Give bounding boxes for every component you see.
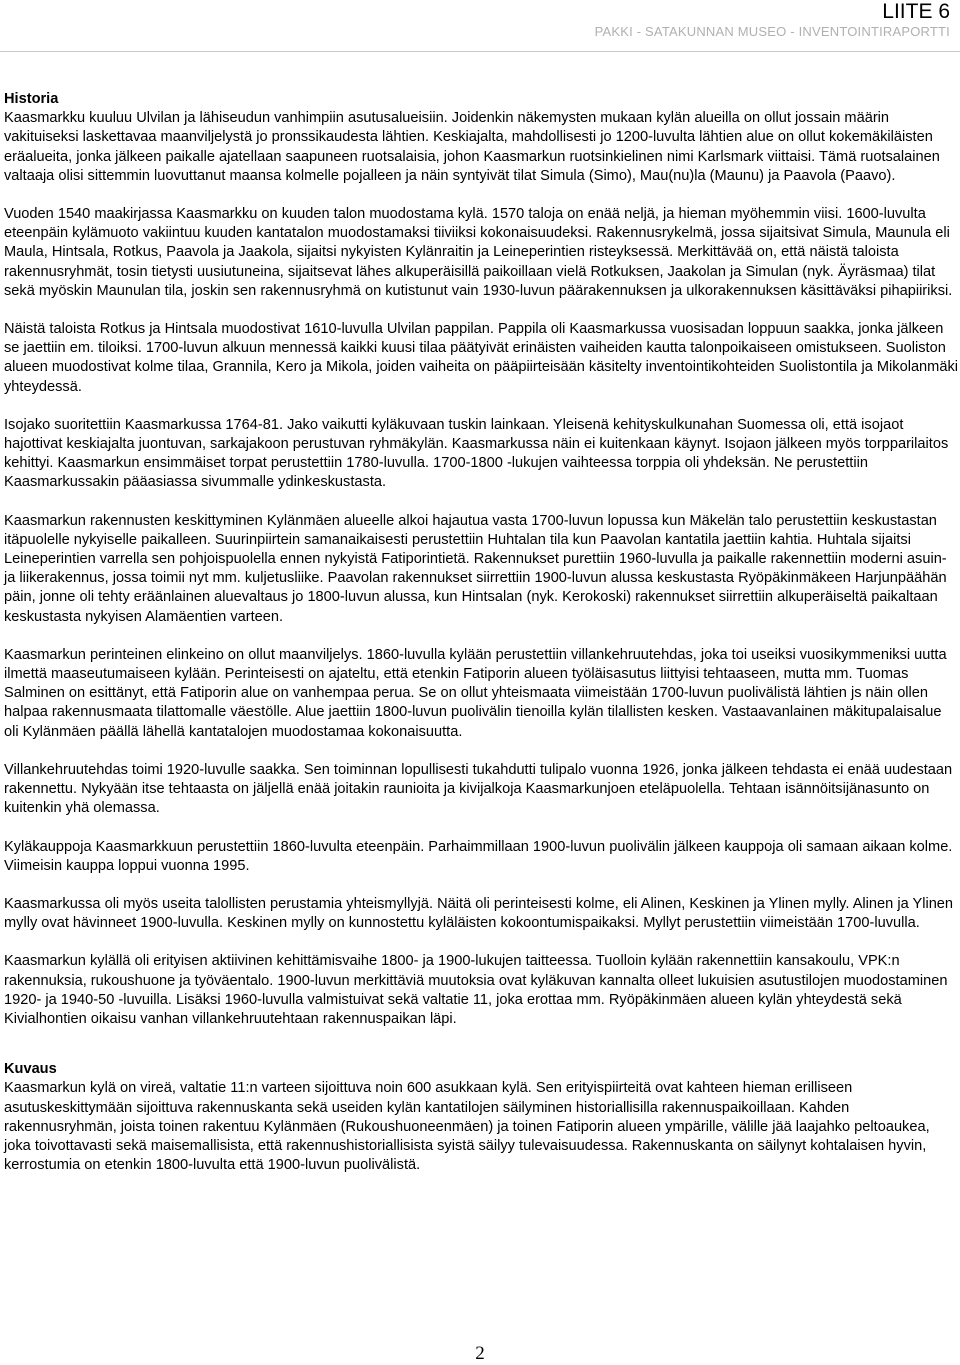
report-subtitle: PAKKI - SATAKUNNAN MUSEO - INVENTOINTIRAPORTTI — [594, 24, 950, 39]
page-header — [595, 0, 950, 40]
historia-paragraph: Isojako suoritettiin Kaasmarkussa 1764-81. Jako vaikutti kyläkuvaan tuskin lainkaan. Yleisenä kehityskulkunahan Suomessa oli, että isojaot hajottivat keskiajalta juontuvan, sarkajakoon perustuvan ryhmäkylän. Kaasmarkussa näin ei kuitenkaan käynyt. Isojaon jälkeen myös torpparilaitos kehittyi. Kaasmarkun ensimmäiset torpat perustettiin 1780-luvulla. 1700-1800 -lukujen vaihteessa torppia oli yhdeksän. Ne perustettiin Kaasmarkussakin pääasiassa sivummalle ydinkeskustasta. — [4, 416, 949, 491]
historia-paragraph: Kaasmarkun perinteinen elinkeino on ollut maanviljelys. 1860-luvulla kylään perustettiin villankehruutehdas, joka toi useiksi vuosikymmeniksi uutta ilmettä maaseutumaiseen kylään. Perinteisesti on ajateltu, että etenkin Fatiporin alueen työläisasutus liittyisi tehtaaseen, mutta mm. Tuomas Salminen on esittänyt, että Fatiporin alue on vanhempaa perua. Se on ollut yhteismaata viimeistään 1700-luvun puolivälistä lähtien js näin ollen halpaa rakennusmaata tilattomalle väestölle. Alue jaettiin 1800-luvun puolivälin tienoilla kylän tilallisten kesken. Vastaavanlainen mäkitupalaisalue oli Kylänmäen päällä lähellä kantatalojen muodostamaa kokonaisuutta. — [4, 646, 947, 740]
appendix-label: LIITE 6 — [882, 0, 950, 23]
header-divider — [0, 51, 960, 52]
kuvaus-paragraph: Kaasmarkun kylä on vireä, valtatie 11:n varteen sijoittuva noin 600 asukkaan kylä. Sen erityispiirteitä ovat kahteen hieman erilliseen asutuskeskittymään sijoittuva rakennuskanta sekä useiden kylän kantatilojen säilyminen historiallisilla rakennuspaikoillaan. Kahden rakennusryhmän, joista toinen rakentuu Kylänmäen (Rukoushuoneenmäen) ja toinen Fatiporin alueen ympärille, välille jää laajahko peltoaukea, joka toivottavasti sekä maisemallisista, että rakennushistoriallisista syistä säilyy tulevaisuudessa. Rakennuskanta on säilynyt kohtalaisen hyvin, kerrostumia on etenkin 1800-luvulta että 1900-luvun puolivälistä. — [4, 1080, 930, 1174]
historia-paragraph: Kaasmarkussa oli myös useita talollisten perustamia yhteismyllyjä. Näitä oli perinteisesti kolme, eli Alinen, Keskinen ja Ylinen mylly. Alinen ja Ylinen mylly ovat hävinneet 1900-luvulla. Keskinen mylly on kunnostettu kyläläisten kokoontumispaikaksi. Myllyt perustettiin viimeistään 1700-luvulla. — [4, 895, 954, 932]
historia-paragraph: Näistä taloista Rotkus ja Hintsala muodostivat 1610-luvulla Ulvilan pappilan. Pappila oli Kaasmarkussa vuosisadan loppuun saakka, jonka jälkeen se jaettiin em. tiloiksi. 1700-luvun alkuun mennessä kaikki kuusi tilaa päätyivät erinäisten vaiheiden kautta talonpoikaiseen omistukseen. Suoliston alueen muodostivat kolme tilaa, Grannila, Kero ja Mikola, joiden vaiheita on pääpiirteisään käsitelty inventointikohteiden Suolistontila ja Mikolanmäki yhteydessä. — [4, 321, 958, 395]
historia-section — [4, 90, 959, 1029]
historia-paragraph: Kaasmarkku kuuluu Ulvilan ja lähiseudun vanhimpiin asutusalueisiin. Joidenkin näkemysten mukaan kylän alueilla on ollut jossain määrin vakituiseksi laskettavaa maanviljelystä jo pronssikaudesta lähtien. Keskiajalta, mahdollisesti jo 1200-luvulta lähtien alue on ollut kokemäkiläisten eräalueita, jonka jälkeen paikalle ajatellaan saapuneen ruotsalaisia, johon Kaasmarkun ruotsinkielinen nimi Karlsmark viittaisi. Tämä ruotsalainen valtaaja olisi sittemmin luovuttanut maansa kolmelle pojalleen ja näin syntyivät tilat Simula (Simo), Mau(nu)la (Maunu) ja Paavola (Paavo). — [4, 110, 940, 184]
document-body — [4, 90, 959, 1194]
historia-paragraph: Kaasmarkun kylällä oli erityisen aktiivinen kehittämisvaihe 1800- ja 1900-lukujen taitteessa. Tuolloin kylään rakennettiin kansakoulu, VPK:n rakennuksia, rukoushuone ja työväentalo. 1900-luvun merkittäviä muutoksia ovat kyläkuvan kannalta olleet lukuisien asutustilojen muodostaminen 1920- ja 1940-50 -luvuilla. Lisäksi 1960-luvulla valmistuivat sekä valtatie 11, joka erottaa mm. Ryöpäkinmäen alueen kylän yhteydestä sekä Kivialhontien oikaisu vanhan villankehruutehtaan rakennuspaikan läpi. — [4, 953, 948, 1027]
kuvaus-section — [4, 1060, 959, 1175]
historia-paragraph: Kyläkauppoja Kaasmarkkuun perustettiin 1860-luvulta eteenpäin. Parhaimmillaan 1900-luvun puolivälin jälkeen kauppoja oli samaan aikaan kolme. Viimeisin kauppa loppui vuonna 1995. — [4, 838, 953, 874]
kuvaus-heading: Kuvaus — [4, 1061, 57, 1078]
historia-heading: Historia — [4, 91, 59, 107]
historia-paragraph: Villankehruutehdas toimi 1920-luvulle saakka. Sen toiminnan lopullisesti tukahdutti tulipalo vuonna 1926, jonka jälkeen tehdasta ei enää uudestaan rakennettu. Nykyään itse tehtaasta on jäljellä enää joitakin raunioita ja kivijalkoja Kaasmarkunjoen eteläpuolella. Tehtaan isännöitsijänasunto on kuitenkin yhä olemassa. — [4, 761, 953, 817]
historia-paragraph: Vuoden 1540 maakirjassa Kaasmarkku on kuuden talon muodostama kylä. 1570 taloja on enää neljä, ja hieman myöhemmin viisi. 1600-luvulta eteenpäin kylämuoto vakiintuu kuuden kantatalon muodostamaksi tiiviiksi kokonaisuudeksi. Rakennusrykelmä, jossa sijaitsivat Simula, Maunula eli Maula, Hintsala, Rotkus, Paavola ja Jaakola, sijaitsi nykyisten Kylänraitin ja Leineperintien risteyksessä. Merkittävää on, että näistä taloista rakennusryhmät, tosin tietysti uusiutuneina, sijaitsevat lähes alkuperäisillä paikoillaan vielä Rotkuksen, Jaakolan ja Simulan (nyk. Äyräsmaa) tilat sekä myöskin Maunulan tila, joskin sen rakennusryhmä on kutistunut vain 1930-luvun päärakennuksen ja ulkorakennuksen käsittäväksi pihapiiriksi. — [4, 206, 953, 299]
historia-paragraph: Kaasmarkun rakennusten keskittyminen Kylänmäen alueelle alkoi hajautua vasta 1700-luvun lopussa kun Mäkelän talo perustettiin keskustastan itäpuolelle nykyiselle paikalleen. Suurinpiirtein samanaikaisesti perustettiin Huhtalan tila kun Paavolan kantatila jaettiin kahtia. Huhtala sijaitsi Leineperintien varrella sen pohjoispuolella ennen nykyistä Fatiporintietä. Rakennukset purettiin 1960-luvulla ja paikalle rakennettiin moderni asuin- ja liikerakennus, jossa toimii nyt mm. kuljetusliike. Paavolan rakennukset siirrettiin 1900-luvun alussa keskustasta Ryöpäkinmäkeen Harjunpäähän päin, jonne oli tehty eräänlainen aluevaltaus jo 1800-luvun alussa, kun Hintsalan (nyk. Kerokoski) rakennukset siirrettiin alkuperäiseltä paikaltaan keskustasta nykyisen Alamäentien varteen. — [4, 512, 947, 625]
page-number: 2 — [475, 1343, 485, 1364]
